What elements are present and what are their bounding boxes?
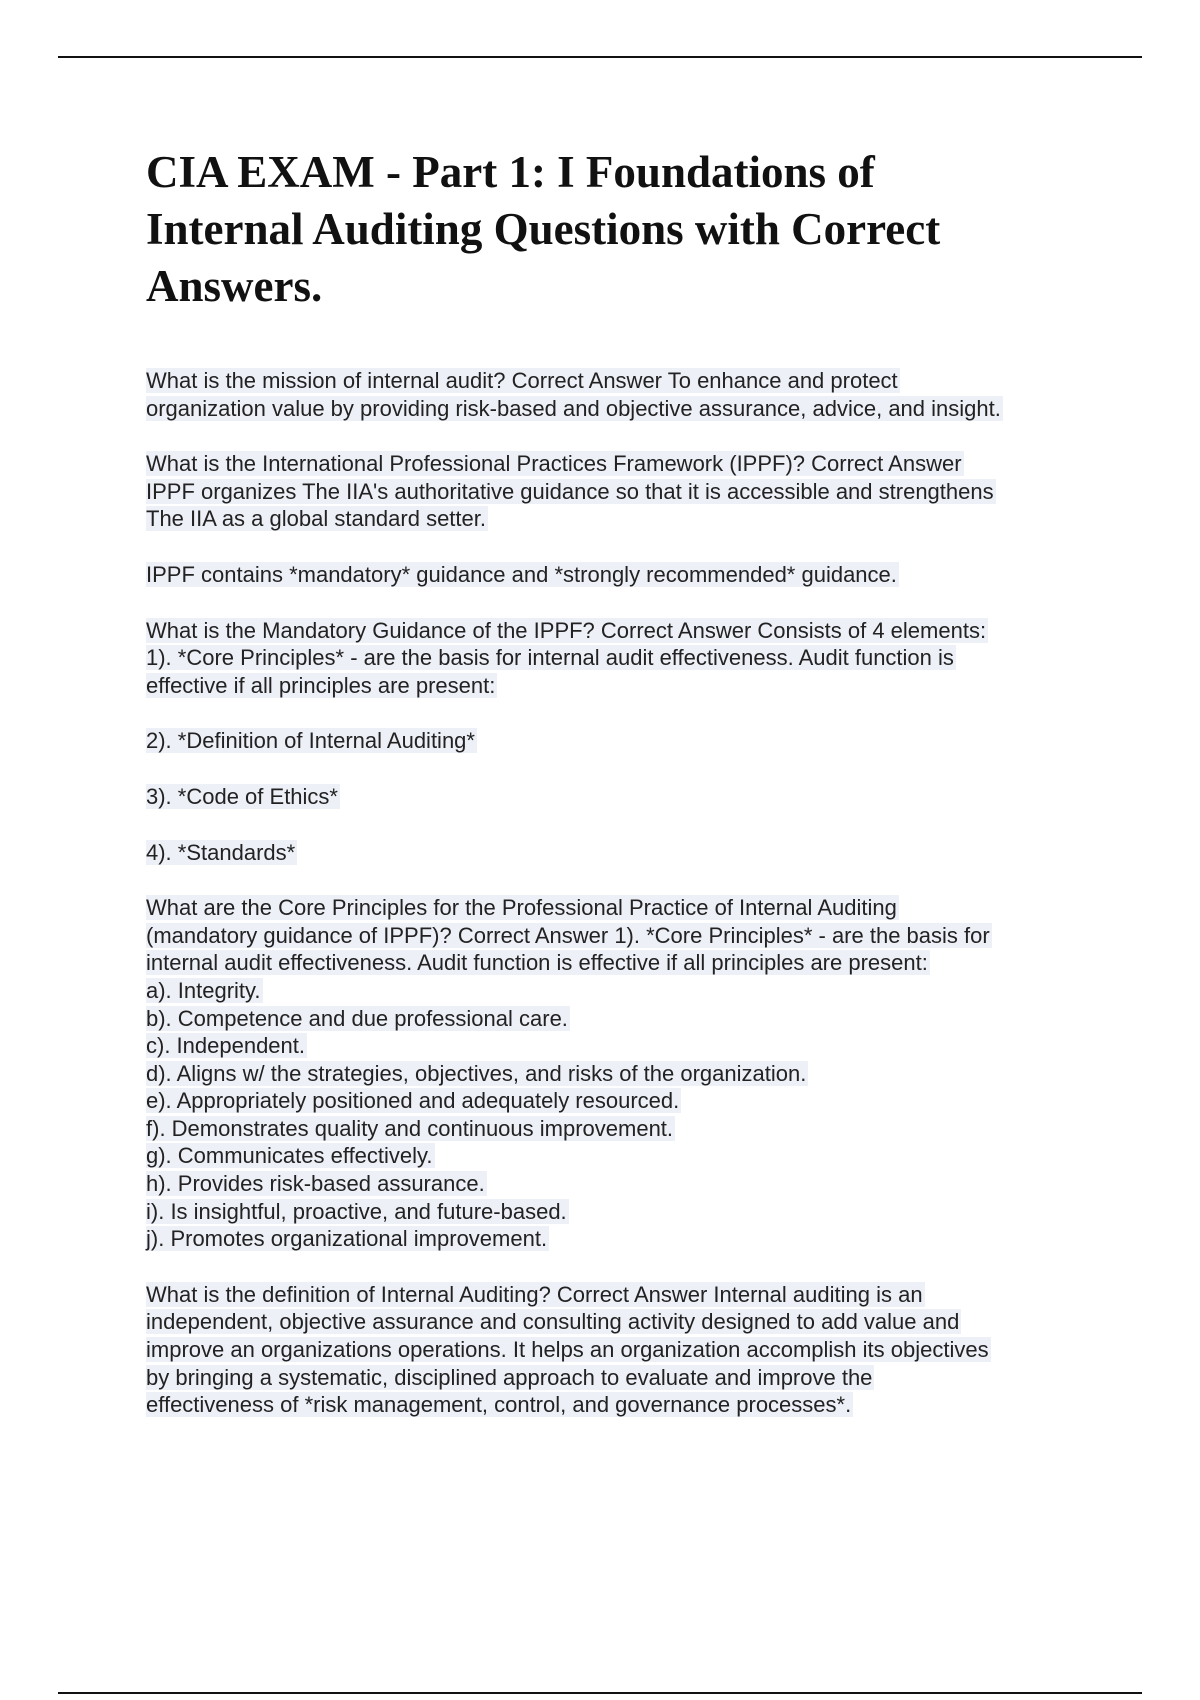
title-line-1: CIA EXAM - Part 1: I Foundations of [146,147,875,197]
paragraph-element-3 [146,783,1096,811]
text-line [146,1364,1096,1392]
text-line-content: 1). *Core Principles* - are the basis for internal audit effectiveness. Audit function is [146,645,954,671]
text-line-content: a). Integrity. [146,977,261,1003]
text-line [146,977,1096,1005]
paragraph-mission [146,367,1096,422]
text-line [146,672,1096,700]
paragraph-element-2 [146,727,1096,755]
text-line [146,1281,1096,1309]
text-line-content: internal audit effectiveness. Audit function is effective if all principles are present: [146,950,928,976]
text-line [146,783,1096,811]
title-line-2: Internal Auditing Questions with Correct [146,204,941,254]
text-line [146,1087,1096,1115]
text-line-content: h). Provides risk-based assurance. [146,1171,485,1197]
text-line-content: g). Communicates effectively. [146,1143,433,1169]
paragraph-element-4 [146,839,1096,867]
text-line-content: What are the Core Principles for the Professional Practice of Internal Auditing [146,895,897,921]
text-line-content: IPPF contains *mandatory* guidance and *strongly recommended* guidance. [146,561,897,587]
text-line [146,395,1096,423]
paragraph-definition [146,1281,1096,1419]
text-line [146,1032,1096,1060]
text-line-content: d). Aligns w/ the strategies, objectives, and risks of the organization. [146,1060,807,1086]
text-line [146,839,1096,867]
text-line-content: IPPF organizes The IIA's authoritative guidance so that it is accessible and strengthens [146,478,994,504]
text-line [146,922,1096,950]
paragraph-mandatory-guidance [146,617,1096,700]
text-line-content: organization value by providing risk-based and objective assurance, advice, and insight. [146,395,1001,421]
text-line [146,644,1096,672]
text-line [146,1336,1096,1364]
text-line-content: by bringing a systematic, disciplined approach to evaluate and improve the [146,1364,873,1390]
text-line-content: (mandatory guidance of IPPF)? Correct Answer 1). *Core Principles* - are the basis for [146,922,990,948]
text-line-content: What is the Mandatory Guidance of the IPPF? Correct Answer Consists of 4 elements: [146,617,987,643]
text-line-content: c). Independent. [146,1033,306,1059]
text-line-content: e). Appropriately positioned and adequately resourced. [146,1088,680,1114]
bottom-rule [58,1692,1142,1694]
text-line-content: j). Promotes organizational improvement. [146,1226,548,1252]
title-line-3: Answers. [146,261,323,311]
text-line [146,1198,1096,1226]
text-line-content: effective if all principles are present: [146,672,496,698]
text-line-content: effectiveness of *risk management, control, and governance processes*. [146,1392,852,1418]
text-line-content: The IIA as a global standard setter. [146,506,486,532]
text-line-content: 4). *Standards* [146,839,296,865]
text-line [146,561,1096,589]
text-line-content: i). Is insightful, proactive, and future-based. [146,1198,567,1224]
text-line [146,367,1096,395]
text-line [146,1170,1096,1198]
paragraph-core-principles [146,894,1096,1253]
document-title [146,144,1106,315]
text-line-content: 2). *Definition of Internal Auditing* [146,728,475,754]
text-line [146,1391,1096,1419]
text-line-content: f). Demonstrates quality and continuous improvement. [146,1115,674,1141]
text-line [146,1005,1096,1033]
text-line [146,1060,1096,1088]
text-line [146,1308,1096,1336]
text-line-content: b). Competence and due professional care. [146,1005,568,1031]
top-rule [58,56,1142,58]
text-line [146,450,1096,478]
text-line-content: improve an organizations operations. It helps an organization accomplish its objectives [146,1337,989,1363]
text-line [146,727,1096,755]
text-line [146,1142,1096,1170]
text-line-content: independent, objective assurance and consulting activity designed to add value and [146,1309,960,1335]
text-line [146,478,1096,506]
text-line [146,1225,1096,1253]
text-line [146,617,1096,645]
text-line [146,1115,1096,1143]
document-body [146,367,1096,1419]
text-line-content: What is the International Professional Practices Framework (IPPF)? Correct Answer [146,451,962,477]
text-line [146,949,1096,977]
paragraph-ippf [146,450,1096,533]
text-line [146,894,1096,922]
text-line-content: What is the mission of internal audit? Correct Answer To enhance and protect [146,368,898,393]
text-line [146,505,1096,533]
text-line-content: 3). *Code of Ethics* [146,783,338,809]
text-line-content: What is the definition of Internal Auditing? Correct Answer Internal auditing is an [146,1281,923,1307]
paragraph-ippf-contains [146,561,1096,589]
